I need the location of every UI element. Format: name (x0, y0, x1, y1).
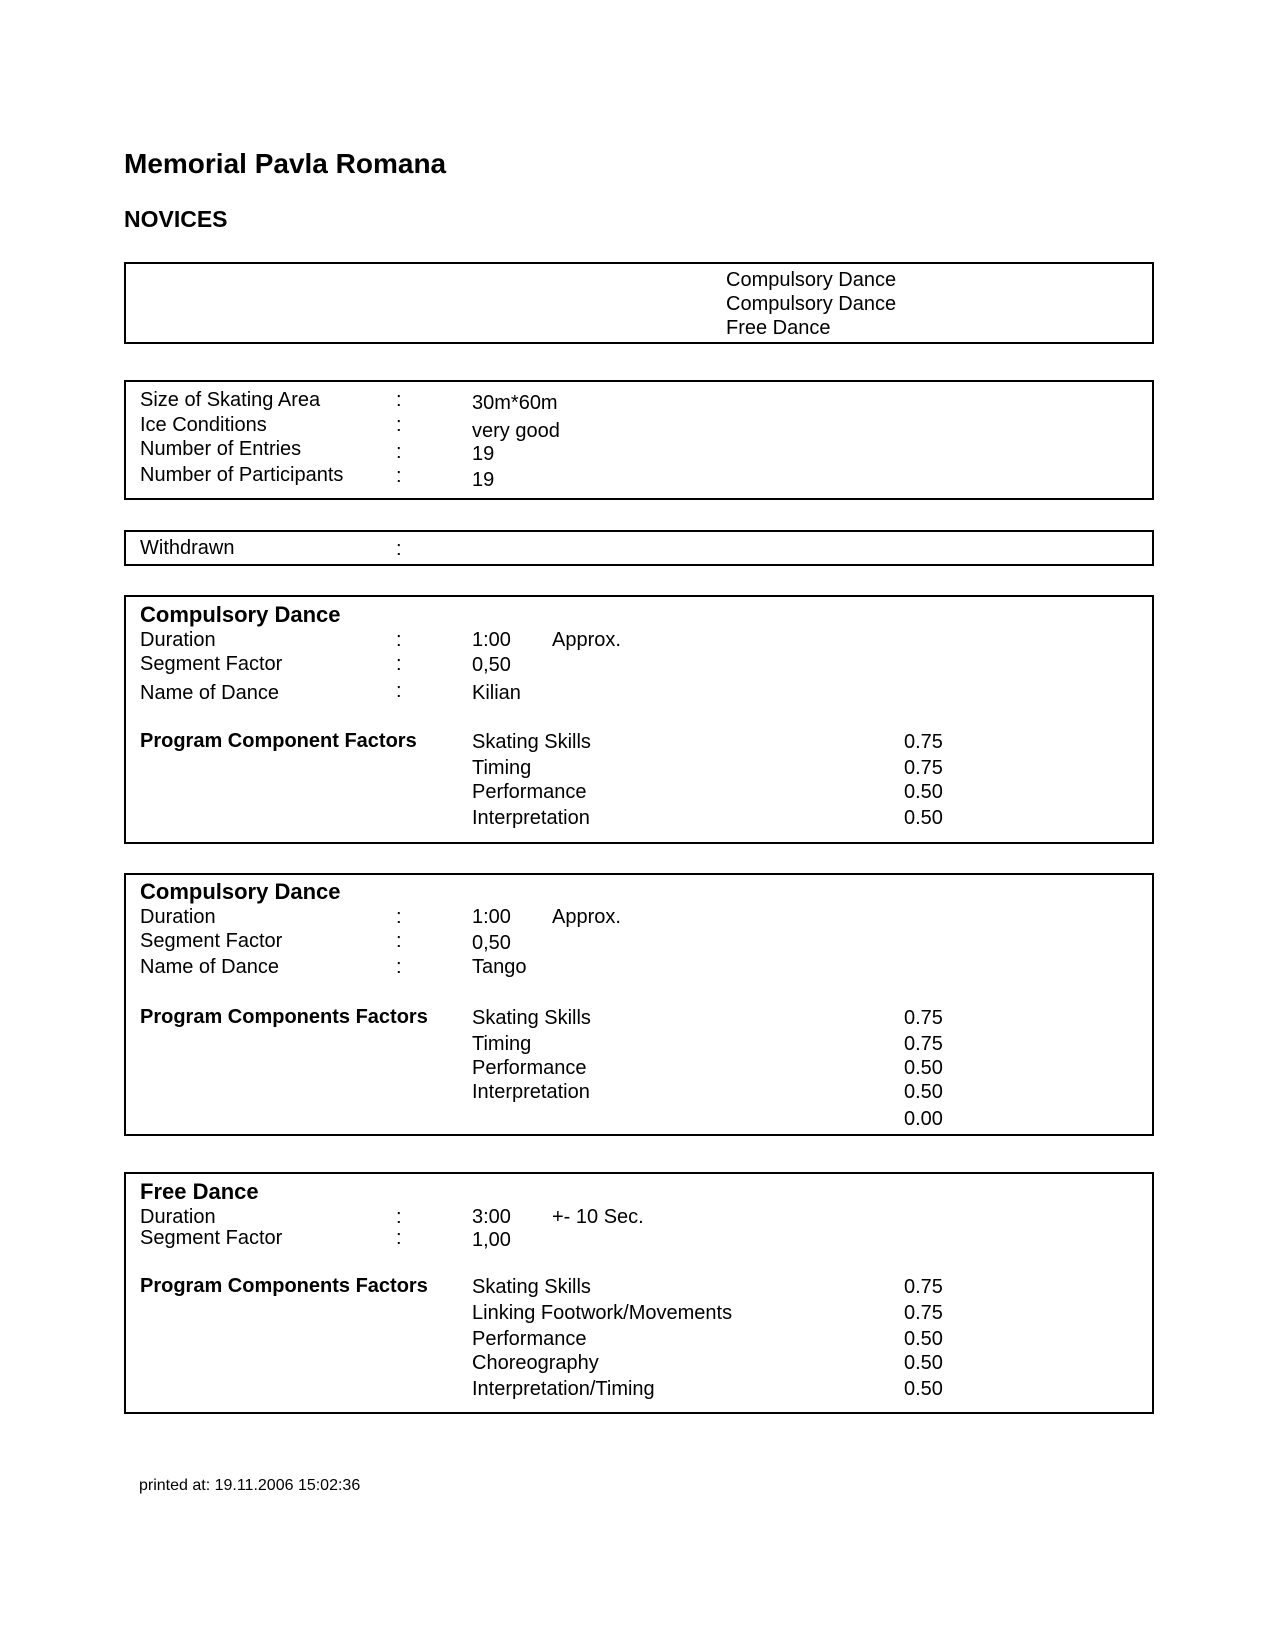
segment-item: Compulsory Dance (726, 293, 897, 315)
component-name: Timing (472, 757, 532, 779)
component-factor: 0.50 (904, 807, 943, 829)
component-factor: 0.50 (904, 1328, 943, 1350)
component-name: Performance (472, 781, 587, 803)
category-title: NOVICES (124, 206, 228, 232)
compulsory-dance-2-box (124, 873, 1154, 1136)
component-name: Interpretation (472, 807, 590, 829)
duration-label: Duration (140, 906, 216, 928)
pcf-label: Program Components Factors (140, 1275, 428, 1297)
free-dance-box (124, 1172, 1154, 1414)
component-factor: 0.75 (904, 1276, 943, 1298)
withdrawn-sep: : (396, 538, 402, 560)
dance-name-sep: : (396, 680, 402, 702)
segment-title: Free Dance (140, 1179, 259, 1204)
info-label: Number of Participants (140, 464, 344, 486)
duration-value: 3:00 (472, 1206, 511, 1228)
component-name: Interpretation/Timing (472, 1378, 655, 1400)
component-name: Choreography (472, 1352, 599, 1374)
duration-note: Approx. (552, 629, 621, 651)
info-value: 19 (472, 443, 495, 465)
segment-title: Compulsory Dance (140, 879, 341, 904)
duration-sep: : (396, 1206, 402, 1228)
compulsory-dance-1-box (124, 595, 1154, 844)
duration-value: 1:00 (472, 629, 511, 651)
info-sep: : (396, 414, 402, 436)
component-factor: 0.50 (904, 1057, 943, 1079)
info-sep: : (396, 441, 402, 463)
duration-sep: : (396, 906, 402, 928)
segment-factor-label: Segment Factor (140, 653, 283, 675)
component-name: Timing (472, 1033, 532, 1055)
pcf-label: Program Component Factors (140, 730, 417, 752)
component-name: Skating Skills (472, 731, 591, 753)
component-factor: 0.50 (904, 1352, 943, 1374)
component-factor: 0.75 (904, 731, 943, 753)
component-name: Skating Skills (472, 1007, 591, 1029)
dance-name-label: Name of Dance (140, 956, 279, 978)
segment-factor-label: Segment Factor (140, 930, 283, 952)
segment-factor-value: 0,50 (472, 654, 511, 676)
segment-factor-sep: : (396, 930, 402, 952)
info-label: Size of Skating Area (140, 389, 321, 411)
pcf-label: Program Components Factors (140, 1006, 428, 1028)
component-name: Performance (472, 1328, 587, 1350)
segment-factor-label: Segment Factor (140, 1227, 283, 1249)
component-name: Performance (472, 1057, 587, 1079)
info-value: 19 (472, 469, 495, 491)
info-label: Ice Conditions (140, 414, 267, 436)
segment-factor-sep: : (396, 653, 402, 675)
segment-title: Compulsory Dance (140, 602, 341, 627)
info-sep: : (396, 465, 402, 487)
event-info-box (124, 380, 1154, 500)
segment-factor-value: 1,00 (472, 1229, 511, 1251)
dance-name-sep: : (396, 956, 402, 978)
component-factor: 0.50 (904, 1378, 943, 1400)
duration-sep: : (396, 629, 402, 651)
printed-at: printed at: 19.11.2006 15:02:36 (139, 1477, 361, 1494)
info-value: 30m*60m (472, 392, 558, 414)
duration-note: +- 10 Sec. (552, 1206, 644, 1228)
component-factor: 0.75 (904, 757, 943, 779)
segment-factor-value: 0,50 (472, 932, 511, 954)
duration-value: 1:00 (472, 906, 511, 928)
component-factor: 0.75 (904, 1007, 943, 1029)
duration-note: Approx. (552, 906, 621, 928)
extra-factor: 0.00 (904, 1108, 943, 1130)
component-name: Skating Skills (472, 1276, 591, 1298)
component-factor: 0.75 (904, 1033, 943, 1055)
component-factor: 0.50 (904, 781, 943, 803)
withdrawn-label: Withdrawn (140, 537, 235, 559)
segment-factor-sep: : (396, 1227, 402, 1249)
duration-label: Duration (140, 1206, 216, 1228)
withdrawn-box (124, 530, 1154, 566)
component-factor: 0.50 (904, 1081, 943, 1103)
dance-name-value: Kilian (472, 682, 521, 704)
info-value: very good (472, 420, 560, 442)
dance-name-label: Name of Dance (140, 682, 279, 704)
info-sep: : (396, 389, 402, 411)
component-name: Interpretation (472, 1081, 590, 1103)
duration-label: Duration (140, 629, 216, 651)
component-name: Linking Footwork/Movements (472, 1302, 733, 1324)
component-factor: 0.75 (904, 1302, 943, 1324)
page-title: Memorial Pavla Romana (124, 148, 447, 179)
segment-item: Free Dance (726, 317, 831, 339)
info-label: Number of Entries (140, 438, 302, 460)
segments-box (124, 262, 1154, 344)
dance-name-value: Tango (472, 956, 527, 978)
segment-item: Compulsory Dance (726, 269, 897, 291)
